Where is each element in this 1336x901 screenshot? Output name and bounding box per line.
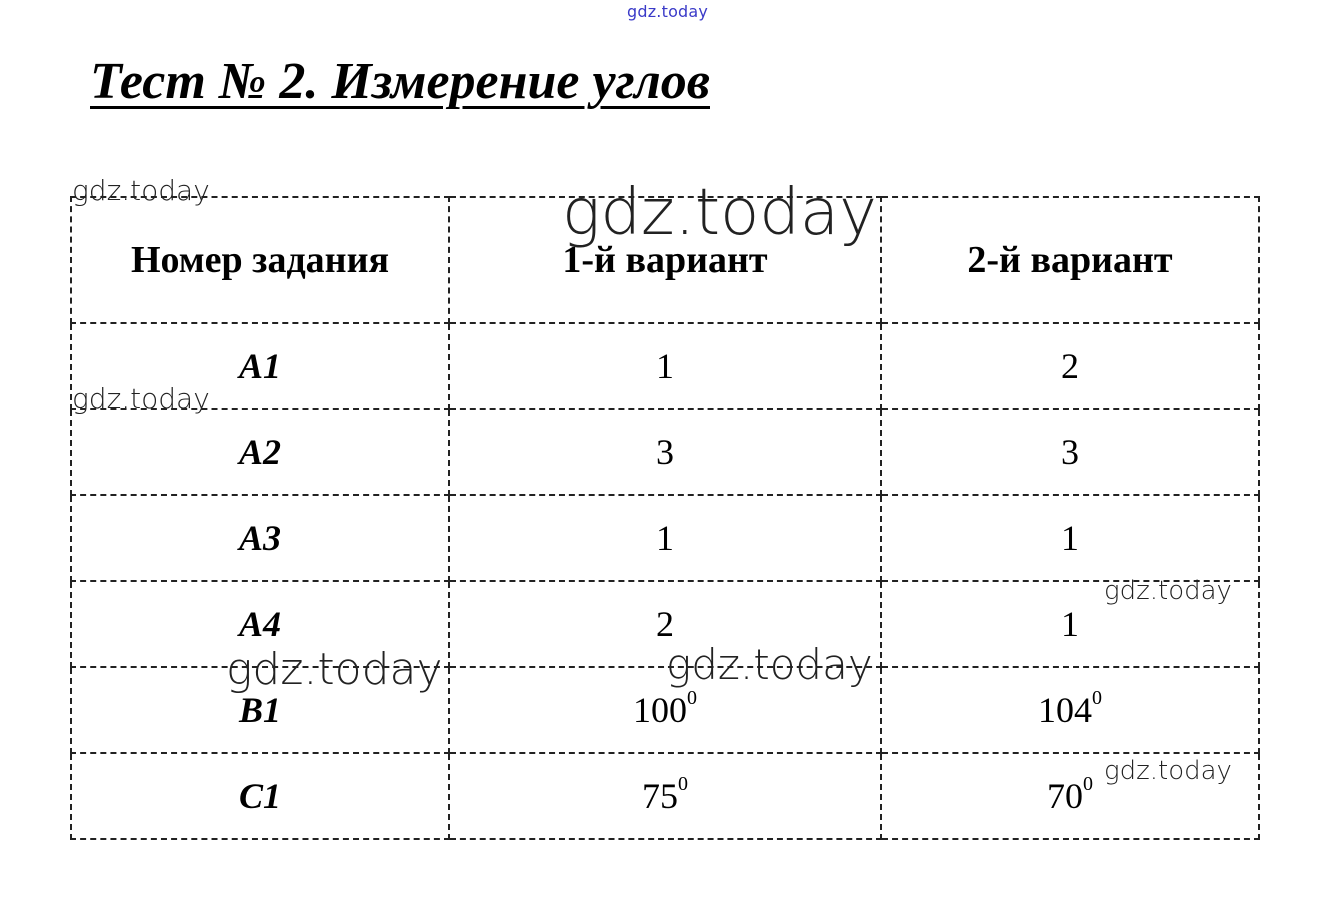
answer-value: 1 — [656, 346, 674, 386]
variant-2-cell — [881, 667, 1259, 753]
table-row — [71, 323, 1259, 409]
answer-value: 3 — [656, 432, 674, 472]
header-variant-2: 2-й вариант — [881, 197, 1259, 323]
watermark: gdz.today — [666, 640, 873, 689]
answer-value: 1 — [1061, 604, 1079, 644]
watermark: gdz.today — [72, 382, 210, 415]
watermark: gdz.today — [1104, 576, 1232, 606]
answer-value: 70 — [1047, 776, 1083, 816]
task-cell: C1 — [71, 753, 449, 839]
header-variant-1: 1-й вариант — [449, 197, 881, 323]
watermark: gdz.today — [72, 174, 210, 207]
answer-value: 1 — [1061, 518, 1079, 558]
answer-superscript: 0 — [1092, 687, 1102, 709]
table-row — [71, 495, 1259, 581]
variant-1-cell — [449, 323, 881, 409]
answer-superscript: 0 — [678, 773, 688, 795]
table-row — [71, 409, 1259, 495]
variant-1-cell — [449, 409, 881, 495]
answers-table — [70, 196, 1260, 840]
answer-value: 3 — [1061, 432, 1079, 472]
task-cell: A1 — [71, 323, 449, 409]
task-cell: B1 — [71, 667, 449, 753]
task-cell: A2 — [71, 409, 449, 495]
watermark: gdz.today — [562, 176, 877, 250]
page-title: Тест № 2. Измерение углов — [90, 53, 710, 110]
task-cell: A3 — [71, 495, 449, 581]
answer-value: 2 — [656, 604, 674, 644]
variant-1-cell — [449, 495, 881, 581]
watermark: gdz.today — [1104, 756, 1232, 786]
answer-superscript: 0 — [687, 687, 697, 709]
table-row — [71, 753, 1259, 839]
answer-value: 2 — [1061, 346, 1079, 386]
answer-superscript: 0 — [1083, 773, 1093, 795]
top-watermark: gdz.today — [627, 2, 709, 21]
variant-2-cell — [881, 409, 1259, 495]
variant-2-cell — [881, 323, 1259, 409]
variant-1-cell — [449, 753, 881, 839]
answer-value: 75 — [642, 776, 678, 816]
header-task-number: Номер задания — [71, 197, 449, 323]
watermark: gdz.today — [226, 644, 443, 695]
answer-value: 1 — [656, 518, 674, 558]
answer-value: 100 — [633, 690, 687, 730]
variant-2-cell — [881, 495, 1259, 581]
answer-value: 104 — [1038, 690, 1092, 730]
task-cell: A4 — [71, 581, 449, 667]
